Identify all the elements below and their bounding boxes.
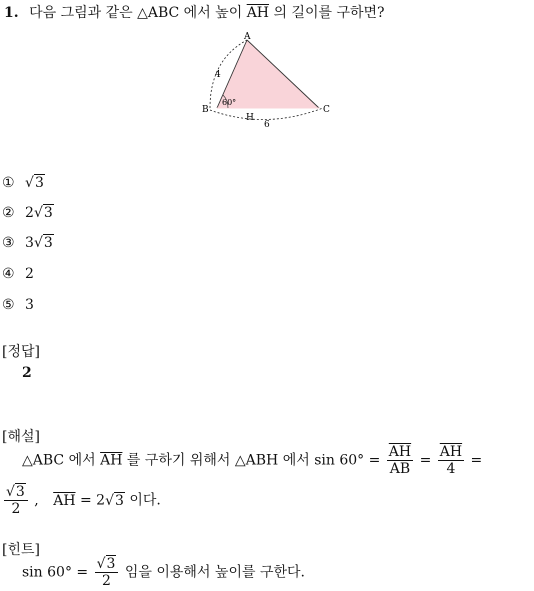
question-number: 1. (4, 5, 19, 21)
choice-1[interactable] (2, 175, 45, 191)
label-c: C (323, 105, 330, 115)
choice-5[interactable] (2, 297, 34, 313)
label-b: B (202, 105, 209, 115)
label-side-4: 4 (215, 70, 221, 80)
question-text-before: 다음 그림과 같은 △ABC 에서 높이 (29, 5, 243, 21)
choice-value: 3 √ 3 (25, 235, 54, 251)
choice-marker: ③ (2, 235, 15, 251)
hint-line: sin 60° = √ $\frac{3}{2}$ 임을 이용해서 높이를 구한다. (22, 556, 305, 589)
question (4, 2, 385, 22)
triangle-figure (195, 30, 340, 130)
label-h: H (246, 113, 254, 123)
choice-2[interactable] (2, 205, 54, 221)
fraction-ah-4: $\frac{\overline{AH}}{4}$ (439, 444, 463, 478)
question-segment-ah: $\overline{AH}$ (246, 5, 270, 21)
fraction-sqrt3-2: √ $\frac{3}{2}$ (4, 484, 28, 517)
explanation-header: [해설] (2, 429, 40, 445)
answer-value: 2 (22, 365, 32, 381)
choice-marker: ④ (2, 266, 15, 282)
arc-bc (210, 108, 323, 120)
hint-fraction: √ $\frac{3}{2}$ (95, 556, 119, 589)
choice-marker: ② (2, 205, 15, 221)
choice-3[interactable] (2, 235, 54, 251)
segment-ah-result: $\overline{AH}$ (53, 492, 76, 509)
question-text-after: 의 길이를 구하면? (273, 5, 385, 21)
choice-marker: ① (2, 175, 15, 191)
choice-value: 3 (25, 297, 34, 313)
segment-ah: $\overline{AH}$ (100, 452, 123, 469)
label-a: A (244, 32, 251, 42)
explanation-line-1: △ABC 에서 $\overline{AH}$ 를 구하기 위해서 △ABH 에서 sin 60° = $\frac{\overline{AH}}{AB}$ = $\frac{\overline{AH}}{4}$ = (22, 444, 483, 478)
choice-value: √ 3 (25, 175, 45, 191)
choice-value: 2 √ 3 (25, 205, 54, 221)
fraction-ah-ab: $\frac{\overline{AH}}{AB}$ (388, 444, 412, 478)
label-angle-60: 60° (222, 98, 237, 107)
explanation-line-2: √ $\frac{3}{2}$ , $\overline{AH} = 2$ √ 3 이다. (2, 484, 161, 517)
hint-header: [힌트] (2, 542, 40, 558)
label-side-6: 6 (264, 120, 270, 130)
choice-4[interactable] (2, 266, 34, 282)
choice-value: 2 (25, 266, 34, 282)
answer-header: [정답] (2, 344, 40, 360)
choice-marker: ⑤ (2, 297, 15, 313)
